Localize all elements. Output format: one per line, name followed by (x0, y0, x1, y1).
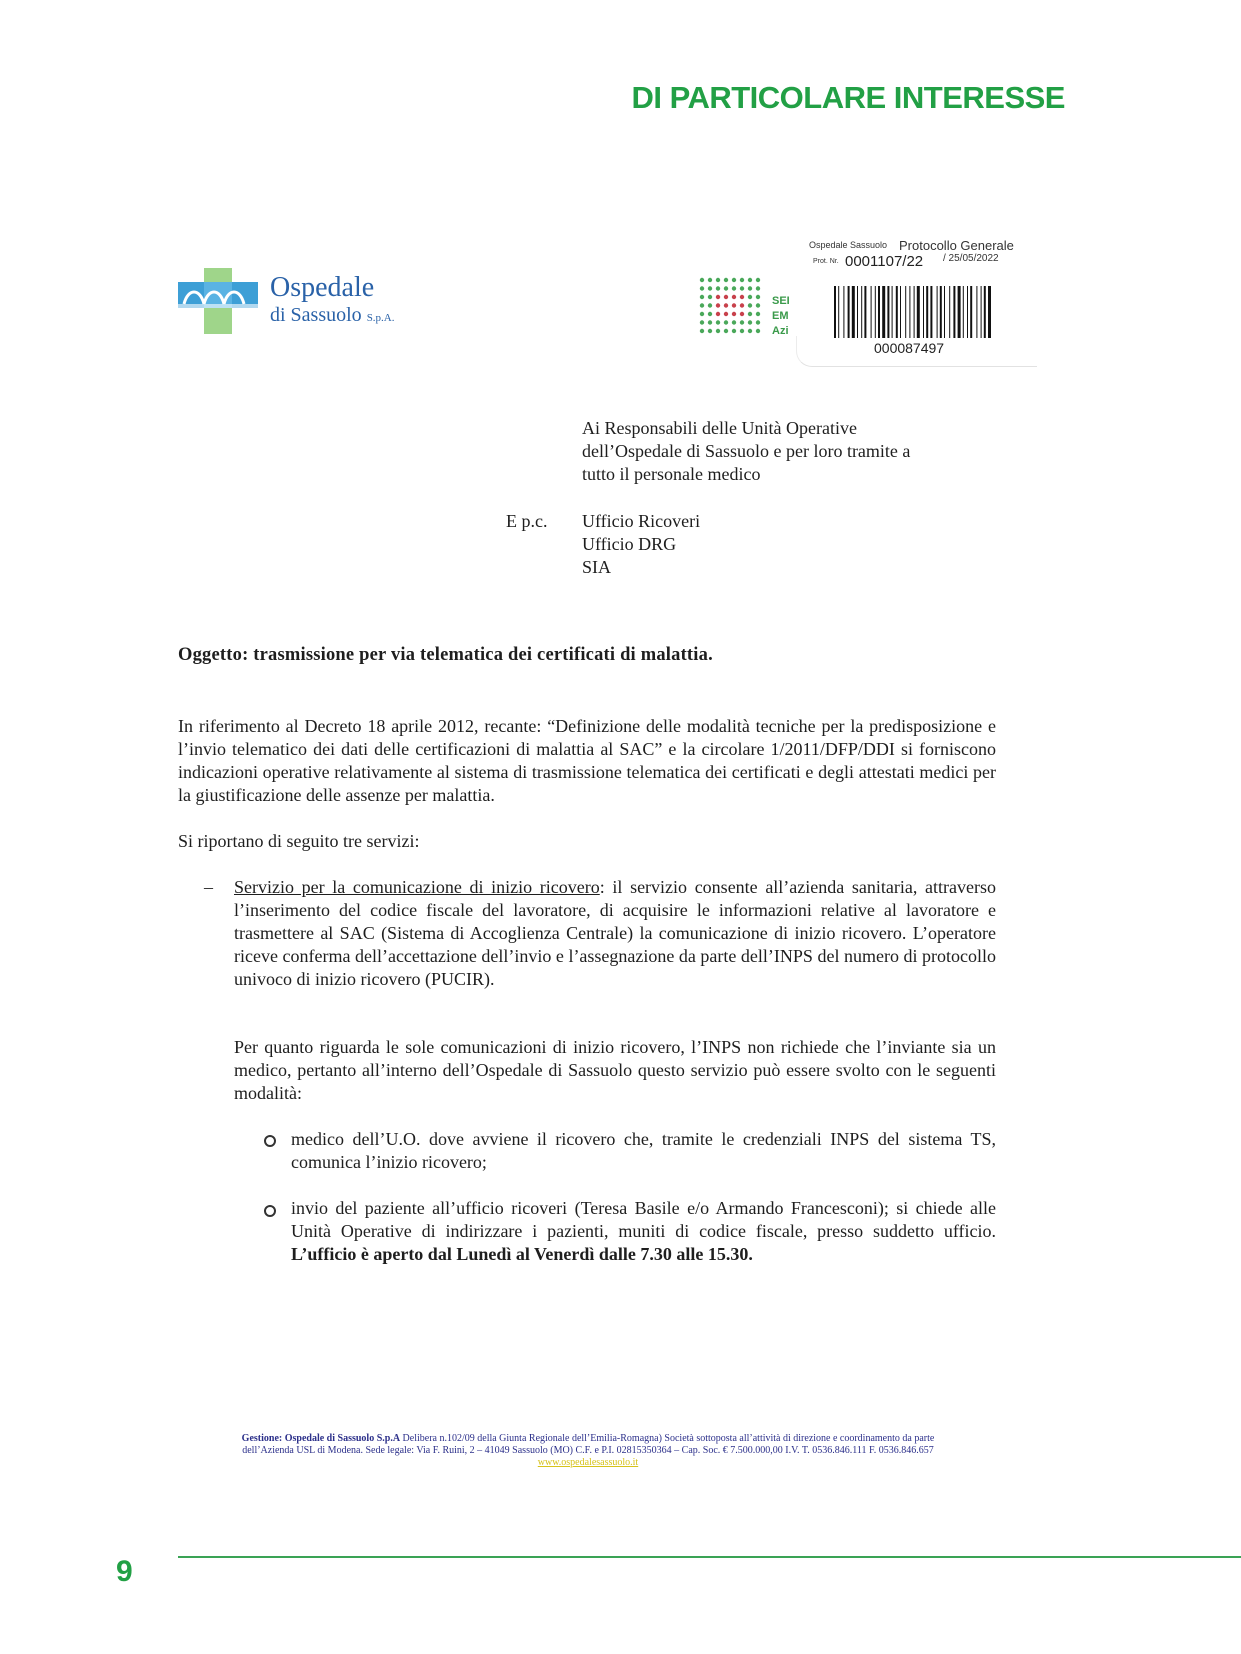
letter-subject: Oggetto: trasmissione per via telematica dei certificati di malattia. (178, 645, 713, 665)
protocol-label: Prot. Nr. (813, 258, 839, 265)
service-item (234, 876, 996, 991)
service-title: Servizio per la comunicazione di inizio ricovero (234, 877, 600, 897)
bullet-icon (264, 1205, 276, 1217)
recipients-block (582, 417, 910, 486)
protocol-date: / 25/05/2022 (943, 253, 999, 264)
services-intro: Si riportano di seguito tre servizi: (178, 831, 420, 851)
hospital-logo (178, 268, 458, 336)
page-rule (178, 1556, 1241, 1558)
modality-item: invio del paziente all’ufficio ricoveri (Teresa Basile e/o Armando Francesconi); si chiede alle Unità Operative di indirizzare i pazienti, muniti di codice fiscale, presso suddetto ufficio. L’ufficio è aperto dal Lunedì al Venerdì dalle 7.30 alle 15.30. (291, 1198, 996, 1264)
bullet-icon (264, 1135, 276, 1147)
barcode-number: 000087497 (874, 340, 945, 356)
list-dash: – (204, 877, 213, 897)
recipient-line: Ai Responsabili delle Unità Operative (582, 418, 857, 438)
recipient-line: tutto il personale medico (582, 464, 761, 484)
cc-label: E p.c. (506, 511, 548, 531)
letterhead-footer: Gestione: Ospedale di Sassuolo S.p.A Delibera n.102/09 della Giunta Regionale dell’Emilia-Romagna) Società sottoposta all’attività di direzione e coordinamento da parte dell’Azienda USL di Modena. Sede legale: Via F. Ruini, 2 – 41049 Sassuolo (MO) C.F. e P.I. 02815350364 – Cap. Soc. € 7.500.000,00 I.V. T. 0536.846.111 F. 0536.846.657 www.ospedalesassuolo.it (241, 1433, 935, 1468)
stamp-organization: Ospedale Sassuolo (809, 240, 888, 250)
stamp-title: Protocollo Generale (899, 238, 1014, 253)
logo-name: Ospedale (270, 272, 375, 303)
regional-dots-icon (698, 276, 762, 338)
cc-line: SIA (582, 557, 612, 577)
section-title: DI PARTICOLARE INTERESSE (631, 80, 1065, 115)
hospital-cross-icon (178, 268, 258, 334)
website-link[interactable]: www.ospedalesassuolo.it (537, 1457, 639, 1468)
stamp-abbreviation: SEI EM Azi (772, 295, 790, 337)
cc-line: Ufficio DRG (582, 534, 677, 554)
intro-paragraph: In riferimento al Decreto 18 aprile 2012, recante: “Definizione delle modalità tecniche per la predisposizione e l’invio telematico dei dati delle certificazioni di malattia al SAC” e la circolare 1/2011/DFP/DDI si forniscono indicazioni operative relativamente al sistema di trasmissione telematica dei certificati e degli attestati medici per la giustificazione delle assenze per malattia. (178, 716, 996, 805)
service-note: Per quanto riguarda le sole comunicazioni di inizio ricovero, l’INPS non richiede che l’inviante sia un medico, pertanto all’interno dell’Ospedale di Sassuolo questo servizio può essere svolto con le seguenti modalità: (234, 1037, 996, 1103)
page-number: 9 (116, 1555, 133, 1588)
recipient-line: dell’Ospedale di Sassuolo e per loro tramite a (582, 441, 911, 461)
barcode-icon (832, 286, 992, 338)
modality-item: medico dell’U.O. dove avviene il ricovero che, tramite le credenziali INPS del sistema TS, comunica l’inizio ricovero; (291, 1129, 996, 1172)
protocol-number: 0001107/22 (845, 253, 924, 270)
protocol-stamp (698, 236, 1038, 370)
cc-block (582, 510, 700, 579)
office-hours: L’ufficio è aperto dal Lunedì al Venerdì dalle 7.30 alle 15.30. (291, 1244, 753, 1264)
stamp-border (796, 336, 1037, 367)
logo-subtitle: di Sassuolo S.p.A. (270, 304, 395, 326)
service-description: : il servizio consente all’azienda sanitaria, attraverso l’inserimento del codice fiscale del lavoratore, di acquisire le informazioni relative al lavoratore e trasmettere al SAC (Sistema di Accoglienza Centrale) la comunicazione di inizio ricovero. L’operatore riceve conferma dell’accettazione dell’invio e l’assegnazione da parte dell’INPS del numero di protocollo univoco di inizio ricovero (PUCIR). (234, 877, 996, 989)
cc-line: Ufficio Ricoveri (582, 511, 701, 531)
